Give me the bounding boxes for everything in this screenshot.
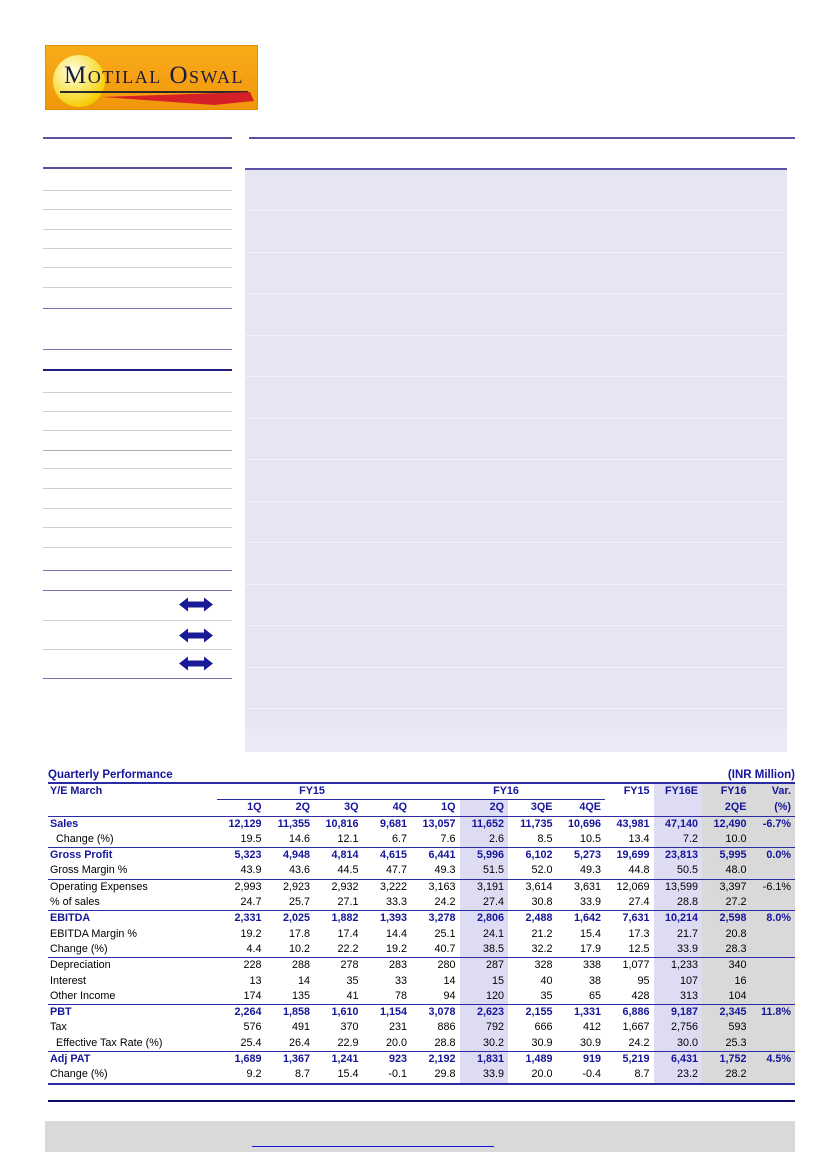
footer-band	[45, 1121, 795, 1152]
cell-value: 923	[363, 1052, 412, 1068]
cell-value: 5,273	[557, 848, 606, 864]
cell-value: 24.2	[628, 1036, 650, 1049]
divider-line	[43, 229, 232, 230]
cell-value: 2,806	[460, 911, 509, 927]
cell-value: 104	[702, 989, 751, 1005]
row-label: Gross Profit	[48, 848, 217, 864]
cell-value: 19.2	[240, 927, 262, 940]
divider-line	[43, 649, 232, 650]
col-pct: (%)	[751, 800, 796, 816]
table-row	[48, 1020, 795, 1035]
cell-value: 4.4	[246, 942, 262, 955]
divider-line	[43, 488, 232, 489]
cell-value: 16	[702, 974, 751, 989]
row-label: Depreciation	[48, 958, 217, 974]
row-label: Other Income	[50, 989, 116, 1002]
cell-value: 43,981	[605, 816, 654, 832]
cell-value: 10.5	[579, 832, 601, 845]
cell-value: 14.6	[288, 832, 310, 845]
cell-value: 8.7	[294, 1068, 310, 1081]
table-header-row-quarters	[48, 800, 795, 816]
cell-value	[751, 989, 796, 1005]
cell-value: 25.7	[288, 896, 310, 909]
cell-value: 27.2	[702, 895, 751, 911]
table-row	[48, 1005, 795, 1021]
divider-line	[249, 137, 795, 139]
cell-value: 328	[508, 958, 557, 974]
cell-value: 1,154	[363, 1005, 412, 1021]
cell-value: 22.9	[337, 1036, 359, 1049]
cell-value: 7,631	[605, 911, 654, 927]
cell-value: 370	[340, 1021, 359, 1034]
cell-value: 228	[217, 958, 266, 974]
row-label: EBITDA	[48, 911, 217, 927]
cell-value: 2,756	[654, 1020, 703, 1035]
cell-value	[751, 942, 796, 958]
cell-value: 1,882	[314, 911, 363, 927]
cell-value: 38	[588, 974, 601, 987]
cell-value	[751, 1067, 796, 1083]
cell-value: 231	[388, 1021, 407, 1034]
cell-value: 3,397	[702, 879, 751, 895]
table-row	[48, 832, 795, 848]
cell-value: 10,696	[557, 816, 606, 832]
cell-value: 14	[297, 974, 310, 987]
cell-value: 593	[702, 1020, 751, 1035]
cell-value: 5,996	[460, 848, 509, 864]
row-header-label: Y/E March	[50, 785, 103, 798]
cell-value: 2,192	[411, 1052, 460, 1068]
divider-line	[43, 369, 232, 371]
cell-value: 28.2	[702, 1067, 751, 1083]
cell-value: 2,993	[217, 879, 266, 895]
col-annual-fy15: FY15	[623, 785, 650, 798]
cell-value: 33.9	[654, 942, 703, 958]
cell-value: 2,155	[508, 1005, 557, 1021]
cell-value: 24.1	[460, 927, 509, 942]
cell-value: 8.5	[537, 832, 553, 845]
table-row	[48, 848, 795, 864]
row-label: Change (%)	[50, 1068, 108, 1081]
cell-value: 3,163	[411, 879, 460, 895]
col-q: 1Q	[411, 800, 460, 816]
cell-value: 12.1	[337, 832, 359, 845]
cell-value: 13,599	[654, 879, 703, 895]
cell-value: 280	[411, 958, 460, 974]
cell-value: 15.4	[579, 927, 601, 940]
cell-value: 50.5	[654, 863, 703, 879]
cell-value: 38.5	[460, 942, 509, 958]
cell-value: 1,610	[314, 1005, 363, 1021]
cell-value: 11,735	[508, 816, 557, 832]
cell-value	[751, 1036, 796, 1052]
cell-value: 28.8	[434, 1036, 456, 1049]
table-row	[48, 1036, 795, 1052]
cell-value: 49.3	[434, 864, 456, 877]
cell-value: 19,699	[605, 848, 654, 864]
cell-value: 576	[243, 1021, 262, 1034]
cell-value: 12,129	[217, 816, 266, 832]
cell-value: 49.3	[579, 864, 601, 877]
cell-value: 1,858	[266, 1005, 315, 1021]
cell-value	[751, 895, 796, 911]
cell-value: -6.1%	[751, 879, 796, 895]
cell-value: 23.2	[654, 1067, 703, 1083]
cell-value: 11.8%	[751, 1005, 796, 1021]
cell-value: 9,187	[654, 1005, 703, 1021]
col-group-fy15: FY15	[217, 783, 411, 800]
cell-value: 1,241	[314, 1052, 363, 1068]
double-arrow-icon	[179, 656, 213, 671]
cell-value: 1,667	[622, 1021, 650, 1034]
row-label: PBT	[48, 1005, 217, 1021]
cell-value: 428	[631, 989, 650, 1002]
divider-line	[43, 547, 232, 548]
cell-value: 174	[243, 989, 262, 1002]
cell-value: 10.0	[702, 832, 751, 848]
divider-line	[43, 308, 232, 309]
cell-value	[751, 974, 796, 989]
cell-value: 0.0%	[751, 848, 796, 864]
cell-value: 48.0	[702, 863, 751, 879]
cell-value: 20.0	[531, 1068, 553, 1081]
double-arrow-icon	[179, 628, 213, 643]
cell-value: 288	[266, 958, 315, 974]
cell-value: 30.2	[460, 1036, 509, 1052]
cell-value: 2,345	[702, 1005, 751, 1021]
cell-value: 33.3	[385, 896, 407, 909]
table-row	[48, 879, 795, 895]
divider-line	[43, 137, 232, 139]
double-arrow-icon	[179, 597, 213, 612]
cell-value: 6,886	[605, 1005, 654, 1021]
cell-value: 27.1	[337, 896, 359, 909]
cell-value: 51.5	[460, 863, 509, 879]
cell-value: 19.5	[240, 832, 262, 845]
cell-value: 135	[291, 989, 310, 1002]
divider-line	[43, 620, 232, 621]
row-label: Effective Tax Rate (%)	[56, 1036, 163, 1049]
cell-value: -0.1	[388, 1068, 407, 1081]
cell-value: 278	[314, 958, 363, 974]
cell-value: 40.7	[434, 942, 456, 955]
col-q: 1Q	[217, 800, 266, 816]
cell-value: 338	[557, 958, 606, 974]
divider-line	[43, 590, 232, 591]
cell-value: 1,642	[557, 911, 606, 927]
divider-line	[43, 570, 232, 571]
divider-line	[43, 508, 232, 509]
cell-value: 1,752	[702, 1052, 751, 1068]
cell-value: 2,598	[702, 911, 751, 927]
cell-value: 340	[702, 958, 751, 974]
cell-value: 35	[346, 974, 359, 987]
cell-value: 2,932	[314, 879, 363, 895]
cell-value: -6.7%	[751, 816, 796, 832]
table-row	[48, 989, 795, 1005]
cell-value: 29.8	[434, 1068, 456, 1081]
cell-value: 412	[582, 1021, 601, 1034]
row-label: Interest	[50, 974, 87, 987]
divider-line	[43, 248, 232, 249]
cell-value: 40	[540, 974, 553, 987]
table-title: Quarterly Performance	[48, 769, 173, 781]
motilal-oswal-logo	[45, 45, 258, 110]
table-row	[48, 1067, 795, 1083]
divider-line	[43, 167, 232, 169]
cell-value: 6,441	[411, 848, 460, 864]
cell-value: 4.5%	[751, 1052, 796, 1068]
col-q: 2Q	[460, 800, 509, 816]
cell-value: 5,219	[605, 1052, 654, 1068]
cell-value: 20.0	[385, 1036, 407, 1049]
cell-value: 33	[394, 974, 407, 987]
divider-line	[43, 349, 232, 350]
cell-value	[751, 927, 796, 942]
cell-value: 11,355	[266, 816, 315, 832]
divider-line	[43, 450, 232, 451]
cell-value: 78	[394, 989, 407, 1002]
cell-value: 1,233	[654, 958, 703, 974]
cell-value: 10,214	[654, 911, 703, 927]
cell-value: 1,393	[363, 911, 412, 927]
divider-line	[43, 411, 232, 412]
cell-value: 23,813	[654, 848, 703, 864]
cell-value: 313	[654, 989, 703, 1005]
cell-value: 3,222	[363, 879, 412, 895]
cell-value: 21.2	[531, 927, 553, 940]
cell-value: 3,278	[411, 911, 460, 927]
cell-value: 1,489	[508, 1052, 557, 1068]
cell-value: 15	[460, 974, 509, 989]
divider-line	[43, 190, 232, 191]
cell-value: 30.0	[654, 1036, 703, 1052]
cell-value: 33.9	[579, 896, 601, 909]
cell-value	[751, 1020, 796, 1035]
cell-value: 886	[437, 1021, 456, 1034]
cell-value: 13	[249, 974, 262, 987]
cell-value: 12,069	[605, 879, 654, 895]
cell-value: 287	[460, 958, 509, 974]
cell-value: 15.4	[337, 1068, 359, 1081]
cell-value: 44.5	[337, 864, 359, 877]
divider-line	[43, 430, 232, 431]
table-header-row-groups	[48, 783, 795, 800]
table-row	[48, 816, 795, 832]
cell-value: 19.2	[385, 942, 407, 955]
cell-value: 2,923	[266, 879, 315, 895]
cell-value: 10,816	[314, 816, 363, 832]
row-label: Gross Margin %	[50, 864, 128, 877]
cell-value: 10.2	[288, 942, 310, 955]
cell-value: 21.7	[654, 927, 703, 942]
col-q: 4Q	[363, 800, 412, 816]
bottom-divider-line	[48, 1100, 795, 1102]
col-q: 3Q	[314, 800, 363, 816]
cell-value: 12.5	[628, 942, 650, 955]
cell-value: 27.4	[460, 895, 509, 911]
divider-line	[43, 392, 232, 393]
row-label: % of sales	[50, 896, 100, 909]
table-row	[48, 974, 795, 989]
content-panel-placeholder	[245, 168, 787, 752]
cell-value	[751, 958, 796, 974]
divider-line	[43, 267, 232, 268]
cell-value: 30.8	[531, 896, 553, 909]
cell-value: 17.9	[579, 942, 601, 955]
cell-value: 13,057	[411, 816, 460, 832]
cell-value: 13.4	[628, 832, 650, 845]
cell-value: 17.8	[288, 927, 310, 940]
row-label: Change (%)	[56, 832, 114, 845]
table-row	[48, 863, 795, 879]
cell-value: 919	[557, 1052, 606, 1068]
table-row	[48, 911, 795, 927]
table-unit: (INR Million)	[727, 769, 795, 781]
col-annual-fy16: FY16	[702, 783, 751, 800]
cell-value: 2.6	[460, 832, 509, 848]
cell-value: -0.4	[582, 1068, 601, 1081]
cell-value: 26.4	[288, 1036, 310, 1049]
table-row	[48, 942, 795, 958]
table-row	[48, 958, 795, 974]
cell-value: 9,681	[363, 816, 412, 832]
cell-value: 95	[637, 974, 650, 987]
cell-value: 491	[291, 1021, 310, 1034]
cell-value: 8.7	[634, 1068, 650, 1081]
cell-value: 1,331	[557, 1005, 606, 1021]
divider-line	[43, 287, 232, 288]
cell-value: 14.4	[385, 927, 407, 940]
cell-value: 2,331	[217, 911, 266, 927]
cell-value: 1,831	[460, 1052, 509, 1068]
cell-value: 24.2	[434, 896, 456, 909]
cell-value: 6.7	[391, 832, 407, 845]
cell-value: 22.2	[337, 942, 359, 955]
divider-line	[43, 527, 232, 528]
col-var: Var.	[751, 783, 796, 800]
cell-value: 2,488	[508, 911, 557, 927]
cell-value: 43.9	[240, 864, 262, 877]
cell-value: 47,140	[654, 816, 703, 832]
row-label: Operating Expenses	[48, 879, 217, 895]
cell-value: 1,689	[217, 1052, 266, 1068]
cell-value: 94	[443, 989, 456, 1002]
cell-value: 28.3	[702, 942, 751, 958]
cell-value: 3,191	[460, 879, 509, 895]
cell-value: 17.3	[628, 927, 650, 940]
divider-line	[43, 468, 232, 469]
col-q: 4QE	[557, 800, 606, 816]
cell-value: 52.0	[531, 864, 553, 877]
logo-swoosh-icon	[102, 92, 254, 110]
row-label: Tax	[50, 1021, 67, 1034]
cell-value: 43.6	[288, 864, 310, 877]
col-2qe: 2QE	[702, 800, 751, 816]
cell-value: 7.6	[440, 832, 456, 845]
cell-value: 44.8	[628, 864, 650, 877]
cell-value	[751, 863, 796, 879]
cell-value: 25.3	[702, 1036, 751, 1052]
cell-value: 12,490	[702, 816, 751, 832]
cell-value: 6,431	[654, 1052, 703, 1068]
cell-value: 1,367	[266, 1052, 315, 1068]
cell-value: 25.1	[434, 927, 456, 940]
row-label: Sales	[48, 816, 217, 832]
quarterly-performance-table	[48, 782, 795, 1085]
row-label: Adj PAT	[48, 1052, 217, 1068]
cell-value	[751, 832, 796, 848]
cell-value: 5,323	[217, 848, 266, 864]
cell-value: 9.2	[246, 1068, 262, 1081]
cell-value: 35	[540, 989, 553, 1002]
cell-value: 107	[654, 974, 703, 989]
cell-value: 17.4	[337, 927, 359, 940]
cell-value: 792	[460, 1020, 509, 1035]
col-q: 2Q	[266, 800, 315, 816]
divider-line	[43, 678, 232, 679]
cell-value: 1,077	[605, 958, 654, 974]
col-annual-fy16e: FY16E	[654, 783, 703, 800]
row-label: Change (%)	[50, 942, 108, 955]
cell-value: 8.0%	[751, 911, 796, 927]
cell-value: 4,814	[314, 848, 363, 864]
cell-value: 3,631	[557, 879, 606, 895]
cell-value: 3,614	[508, 879, 557, 895]
cell-value: 14	[443, 974, 456, 987]
cell-value: 30.9	[531, 1036, 553, 1049]
cell-value: 25.4	[240, 1036, 262, 1049]
quarterly-performance-section	[48, 764, 795, 1085]
cell-value: 2,623	[460, 1005, 509, 1021]
cell-value: 7.2	[654, 832, 703, 848]
col-q: 3QE	[508, 800, 557, 816]
panel-bottom-band	[245, 729, 787, 752]
table-row	[48, 895, 795, 911]
cell-value: 6,102	[508, 848, 557, 864]
cell-value: 24.7	[240, 896, 262, 909]
cell-value: 32.2	[531, 942, 553, 955]
cell-value: 120	[460, 989, 509, 1005]
cell-value: 41	[346, 989, 359, 1002]
cell-value: 65	[588, 989, 601, 1002]
cell-value: 11,652	[460, 816, 509, 832]
table-row	[48, 927, 795, 942]
footer-link-underline[interactable]	[252, 1146, 494, 1147]
cell-value: 27.4	[628, 896, 650, 909]
cell-value: 283	[363, 958, 412, 974]
cell-value: 30.9	[579, 1036, 601, 1049]
cell-value: 20.8	[702, 927, 751, 942]
cell-value: 28.8	[654, 895, 703, 911]
cell-value: 5,995	[702, 848, 751, 864]
cell-value: 666	[534, 1021, 553, 1034]
divider-line	[43, 209, 232, 210]
cell-value: 2,025	[266, 911, 315, 927]
cell-value: 3,078	[411, 1005, 460, 1021]
logo-wordmark: Motilal Oswal	[60, 62, 248, 93]
col-group-fy16: FY16	[411, 783, 605, 800]
row-label: EBITDA Margin %	[50, 927, 138, 940]
cell-value: 4,615	[363, 848, 412, 864]
cell-value: 4,948	[266, 848, 315, 864]
table-row	[48, 1052, 795, 1068]
cell-value: 33.9	[460, 1067, 509, 1083]
cell-value: 47.7	[385, 864, 407, 877]
cell-value: 2,264	[217, 1005, 266, 1021]
